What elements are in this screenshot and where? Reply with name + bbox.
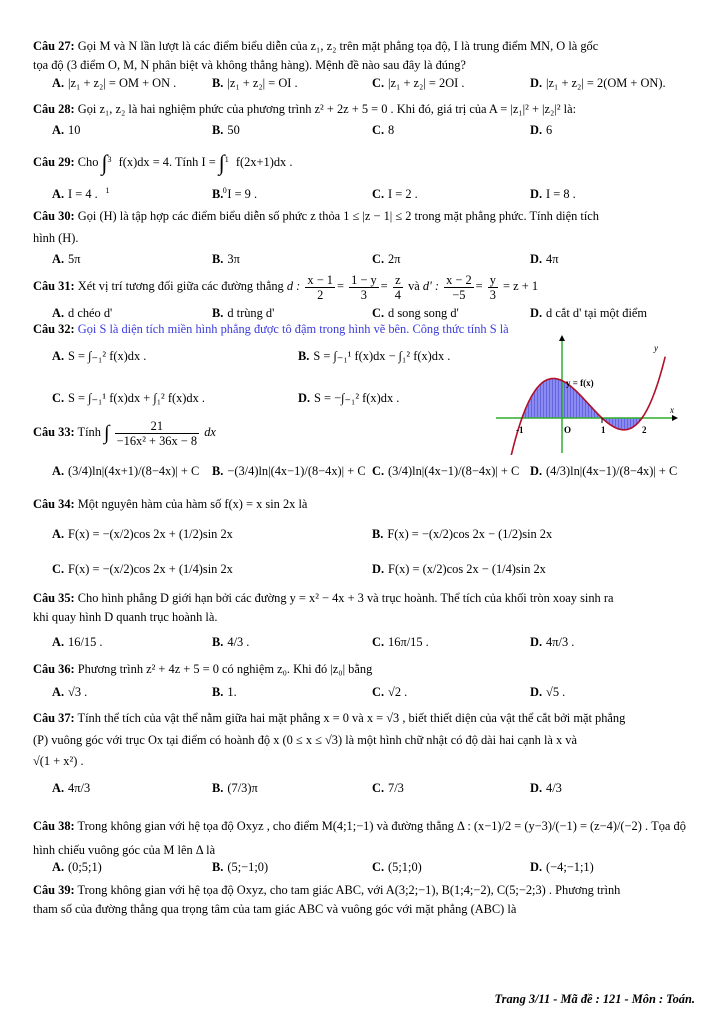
- q36-option-a[interactable]: [52, 684, 87, 700]
- q29-int1-body: f(x)dx = 4. Tính: [118, 155, 199, 169]
- q29-int2-lower: 0: [222, 186, 227, 196]
- q30-option-b[interactable]: [212, 251, 240, 267]
- q37-line3: [33, 753, 695, 769]
- q29-option-c[interactable]: [372, 186, 418, 202]
- q27-option-b[interactable]: [212, 75, 298, 91]
- q34-option-c-text: F(x) = −(x/2)cos 2x + (1/4)sin 2x: [68, 562, 233, 576]
- q28-option-a-label: A.: [52, 123, 65, 137]
- q31-fraction-4: [444, 273, 474, 302]
- q38-line2: [33, 842, 695, 858]
- origin-label: O: [564, 425, 572, 435]
- q36-option-b-text: 1.: [227, 685, 237, 699]
- q33-option-a-text: (3/4)ln|(4x+1)/(8−4x)| + C: [68, 464, 200, 478]
- q29-pre: Cho: [77, 155, 99, 169]
- q28-text: Gọi z₁, z₂ là hai nghiệm phức của phương trình z² + 2z + 5 = 0 . Khi đó, giá trị của A = |z₁|² + |z₂|² là:: [77, 102, 577, 116]
- q32-text: Gọi S là diện tích miền hình phẳng được tô đậm trong hình vẽ bên. Công thức tính S là: [77, 322, 509, 336]
- q37-option-a-label: A.: [52, 781, 65, 795]
- q39-text2: tham số của đường thẳng qua trọng tâm của tam giác ABC và vuông góc với mặt phẳng (ABC) là: [33, 902, 517, 916]
- q38-option-c-label: C.: [372, 860, 385, 874]
- q38-text2: hình chiếu vuông góc của M lên Δ là: [33, 843, 216, 857]
- q36-option-d-label: D.: [530, 685, 543, 699]
- q31-tail: = z + 1: [503, 279, 539, 293]
- q32-option-c[interactable]: [52, 390, 205, 406]
- q29-option-b-label: B.: [212, 187, 224, 201]
- q32-option-c-text: S = ∫₋₁¹ f(x)dx + ∫₁² f(x)dx .: [68, 391, 206, 405]
- q27-option-b-label: B.: [212, 76, 224, 90]
- q30-line2: [33, 230, 695, 246]
- q38-option-a[interactable]: [52, 859, 102, 875]
- q32-option-b-label: B.: [298, 349, 310, 363]
- q34-line: [33, 496, 695, 512]
- q30-option-a-label: A.: [52, 252, 65, 266]
- q37-option-c-label: C.: [372, 781, 385, 795]
- q33-line: [33, 416, 695, 449]
- page-footer: Trang 3/11 - Mã đề : 121 - Môn : Toán.: [494, 992, 695, 1006]
- q35-option-a[interactable]: [52, 634, 102, 650]
- q27-line1: [33, 38, 695, 54]
- q27-option-d[interactable]: [530, 75, 666, 91]
- q37-text3: √(1 + x²) .: [33, 754, 84, 768]
- q31-f3-num: z: [393, 273, 403, 288]
- q38-text1: Trong không gian với hệ tọa độ Oxyz , cho điểm M(4;1;−1) và đường thẳng Δ : (x−1)/2 = (y−3)/(−1) = (z−4)/(−2) . Tọa độ: [77, 819, 686, 833]
- q32-option-a[interactable]: [52, 348, 146, 364]
- q33-pre: Tính: [77, 425, 101, 439]
- q31-line: Câu 31: Xét vị trí tương đối giữa các đường thẳng d : $\frac{x - 1}{2}$ = $\frac{1 - y}{3}$ = $\frac{z}{4}$ và d' : $\frac{x - 2}{-5}$ = $\frac{y}{3}$ = z + 1: [33, 272, 539, 302]
- q32-option-c-label: C.: [52, 391, 65, 405]
- q31-label: Câu 31:: [33, 279, 75, 293]
- q33-option-b-label: B.: [212, 464, 224, 478]
- q31-g2-den: 3: [489, 287, 496, 302]
- q35-option-c-label: C.: [372, 635, 385, 649]
- q36-option-d-text: √5 .: [546, 685, 566, 699]
- q37-option-c[interactable]: [372, 780, 404, 796]
- q33-fraction: [115, 419, 199, 448]
- q29-option-b[interactable]: [212, 186, 257, 202]
- q34-option-a[interactable]: [52, 526, 233, 542]
- q27-text2: tọa độ (3 điểm O, M, N phân biệt và không thẳng hàng). Mệnh đề nào sau đây là đúng?: [33, 58, 466, 72]
- q36-line: [33, 661, 695, 677]
- q27-option-c-label: C.: [372, 76, 385, 90]
- q28-option-a-text: 10: [68, 123, 81, 137]
- q27-option-b-text: |z₁ + z₂| = OI .: [227, 76, 298, 90]
- q31-and: và: [408, 279, 420, 293]
- q32-label: Câu 32:: [33, 322, 75, 336]
- q35-option-b[interactable]: [212, 634, 249, 650]
- q33-post: dx: [204, 425, 216, 439]
- q32-option-d[interactable]: [298, 390, 399, 406]
- q35-option-b-label: B.: [212, 635, 224, 649]
- q27-option-a-text: |z₁ + z₂| = OM + ON .: [68, 76, 177, 90]
- q32-option-b-text: S = ∫₋₁¹ f(x)dx − ∫₁² f(x)dx .: [313, 349, 451, 363]
- q35-option-a-label: A.: [52, 635, 65, 649]
- q39-label: Câu 39:: [33, 883, 75, 897]
- q38-option-b-label: B.: [212, 860, 224, 874]
- q37-option-b[interactable]: [212, 780, 258, 796]
- q35-option-a-text: 16/15 .: [68, 635, 103, 649]
- q33-option-d-label: D.: [530, 464, 543, 478]
- q29-integral-1: ∫ 3 1: [102, 148, 116, 178]
- q38-option-a-text: (0;5;1): [68, 860, 102, 874]
- q32-option-d-label: D.: [298, 391, 311, 405]
- q31-fraction-3: [393, 273, 403, 302]
- q28-option-b-text: 50: [227, 123, 240, 137]
- q31-f1-den: 2: [317, 287, 324, 302]
- q37-option-b-label: B.: [212, 781, 224, 795]
- q29-option-d-label: D.: [530, 187, 543, 201]
- q27-label: Câu 27:: [33, 39, 75, 53]
- q30-option-d-label: D.: [530, 252, 543, 266]
- q28-option-b-label: B.: [212, 123, 224, 137]
- q27-option-c[interactable]: [372, 75, 464, 91]
- q31-option-a[interactable]: [52, 305, 112, 321]
- q34-option-c-label: C.: [52, 562, 65, 576]
- q37-option-b-text: (7/3)π: [227, 781, 258, 795]
- q34-option-a-text: F(x) = −(x/2)cos 2x + (1/2)sin 2x: [68, 527, 233, 541]
- x-axis-label: x: [670, 405, 674, 415]
- q39-text1: Trong không gian với hệ tọa độ Oxyz, cho tam giác ABC, với A(3;2;−1), B(1;4;−2), C(5;−2;3) . Phương trình: [77, 883, 621, 897]
- q33-option-b-text: −(3/4)ln|(4x−1)/(8−4x)| + C: [227, 464, 366, 478]
- q38-option-b[interactable]: [212, 859, 268, 875]
- q29-option-a[interactable]: [52, 186, 98, 202]
- q33-integral-sign: ∫: [104, 422, 110, 445]
- q30-option-a-text: 5π: [68, 252, 81, 266]
- q27-option-d-text: |z₁ + z₂| = 2(OM + ON).: [546, 76, 666, 90]
- q37-text1: Tính thể tích của vật thể nằm giữa hai mặt phẳng x = 0 và x = √3 , biết thiết diện của vật thể cắt bởi mặt phẳng: [77, 711, 626, 725]
- q31-option-c[interactable]: [372, 305, 459, 321]
- q30-option-b-text: 3π: [227, 252, 240, 266]
- q35-option-b-text: 4/3 .: [227, 635, 250, 649]
- q36-option-d[interactable]: [530, 684, 565, 700]
- q28-option-b[interactable]: [212, 122, 240, 138]
- q32-option-b[interactable]: [298, 348, 450, 364]
- q29-option-c-text: I = 2 .: [388, 187, 418, 201]
- q37-option-d[interactable]: [530, 780, 562, 796]
- q29-option-a-label: A.: [52, 187, 65, 201]
- q37-text2: (P) vuông góc với trục Ox tại điểm có hoành độ x (0 ≤ x ≤ √3) là một hình chữ nhật có độ dài hai cạnh là x và: [33, 733, 577, 747]
- q32-option-a-text: S = ∫₋₁² f(x)dx .: [68, 349, 147, 363]
- q39-line2: [33, 901, 695, 917]
- q30-text1: Gọi (H) là tập hợp các điểm biểu diễn số phức z thỏa 1 ≤ |z − 1| ≤ 2 trong mặt phẳng phức. Tính diện tích: [77, 209, 599, 223]
- y-axis-arrow: [559, 335, 565, 341]
- q35-option-d-text: 4π/3 .: [546, 635, 575, 649]
- q29-option-a-text: I = 4 .: [68, 187, 98, 201]
- q27-option-d-label: D.: [530, 76, 543, 90]
- q30-option-c-text: 2π: [388, 252, 401, 266]
- q29-int2-prefix: I =: [201, 155, 216, 169]
- q31-option-b-text: d trùng d': [227, 306, 275, 320]
- q31-option-c-text: d song song d': [388, 306, 459, 320]
- q33-option-c-label: C.: [372, 464, 385, 478]
- q35-label: Câu 35:: [33, 591, 75, 605]
- q27-option-a-label: A.: [52, 76, 65, 90]
- q31-fraction-5: [488, 273, 498, 302]
- q31-g1-den: −5: [452, 287, 466, 302]
- q27-text1: Gọi M và N lần lượt là các điểm biểu diễn của z₁, z₂ trên mặt phẳng tọa độ, I là trung điểm MN, O là gốc: [77, 39, 599, 53]
- q37-line1: [33, 710, 695, 726]
- q38-option-c[interactable]: [372, 859, 422, 875]
- q33-option-a-label: A.: [52, 464, 65, 478]
- q28-label: Câu 28:: [33, 102, 75, 116]
- q33-option-a[interactable]: [52, 463, 199, 479]
- curve-label: y = f(x): [566, 378, 594, 388]
- tick-label-2: 2: [642, 425, 647, 435]
- q27-option-a[interactable]: [52, 75, 176, 91]
- q31-option-a-text: d chéo d': [68, 306, 113, 320]
- q35-text1: Cho hình phẳng D giới hạn bởi các đường y = x² − 4x + 3 và trục hoành. Thể tích của khối tròn xoay sinh ra: [77, 591, 614, 605]
- q37-option-a[interactable]: [52, 780, 90, 796]
- q29-int1-upper: 3: [107, 155, 112, 165]
- q35-line2: [33, 609, 695, 625]
- q34-option-b-label: B.: [372, 527, 384, 541]
- q31-option-a-label: A.: [52, 306, 65, 320]
- q29-integral-2: ∫ 1 0: [219, 148, 233, 178]
- y-axis-label: y: [654, 343, 658, 353]
- q31-fraction-1: [305, 273, 335, 302]
- q35-option-d-label: D.: [530, 635, 543, 649]
- q33-option-c[interactable]: [372, 463, 519, 479]
- q37-option-a-text: 4π/3: [68, 781, 91, 795]
- q31-option-d-label: D.: [530, 306, 543, 320]
- q31-option-b[interactable]: [212, 305, 274, 321]
- q27-line2: [33, 57, 695, 73]
- q28-option-d-text: 6: [546, 123, 553, 137]
- q30-option-c[interactable]: [372, 251, 401, 267]
- q30-option-d[interactable]: [530, 251, 559, 267]
- q28-option-d[interactable]: [530, 122, 552, 138]
- q38-option-d-label: D.: [530, 860, 543, 874]
- q31-f2-num: 1 − y: [351, 272, 377, 287]
- q38-line1: [33, 818, 695, 834]
- q33-option-c-text: (3/4)ln|(4x−1)/(8−4x)| + C: [388, 464, 520, 478]
- q34-option-d-text: F(x) = (x/2)cos 2x − (1/4)sin 2x: [388, 562, 546, 576]
- q34-option-d-label: D.: [372, 562, 385, 576]
- q29-label: Câu 29:: [33, 155, 75, 169]
- q39-line1: [33, 882, 695, 898]
- tick-label-neg1: -1: [516, 425, 524, 435]
- q29-option-b-text: I = 9 .: [227, 187, 258, 201]
- q34-option-a-label: A.: [52, 527, 65, 541]
- q34-option-c[interactable]: [52, 561, 233, 577]
- q29-int2-body: f(2x+1)dx .: [235, 155, 293, 169]
- q34-option-b-text: F(x) = −(x/2)cos 2x − (1/2)sin 2x: [387, 527, 553, 541]
- q28-option-c-text: 8: [388, 123, 395, 137]
- q38-option-a-label: A.: [52, 860, 65, 874]
- q34-text: Một nguyên hàm của hàm số f(x) = x sin 2x là: [77, 497, 308, 511]
- q27-option-c-text: |z₁ + z₂| = 2OI .: [388, 76, 465, 90]
- q31-option-d-text: d cắt d' tại một điểm: [546, 306, 648, 320]
- q31-f1-num: x − 1: [307, 272, 333, 287]
- q31-text: Xét vị trí tương đối giữa các đường thẳng: [77, 279, 284, 293]
- q33-option-d[interactable]: [530, 463, 677, 479]
- q37-option-d-label: D.: [530, 781, 543, 795]
- q36-option-a-label: A.: [52, 685, 65, 699]
- q36-label: Câu 36:: [33, 662, 75, 676]
- q30-option-b-label: B.: [212, 252, 224, 266]
- q37-option-c-text: 7/3: [388, 781, 404, 795]
- q31-f2-den: 3: [360, 287, 367, 302]
- q28-line: [33, 101, 695, 117]
- q36-option-c-label: C.: [372, 685, 385, 699]
- q31-g1-num: x − 2: [446, 272, 472, 287]
- q31-fraction-2: [349, 273, 379, 302]
- q36-option-a-text: √3 .: [68, 685, 88, 699]
- q31-f3-den: 4: [394, 287, 401, 302]
- q32-option-a-label: A.: [52, 349, 65, 363]
- q35-option-c[interactable]: [372, 634, 429, 650]
- q35-line1: [33, 590, 695, 606]
- q28-option-c[interactable]: [372, 122, 394, 138]
- q31-option-d[interactable]: [530, 305, 647, 321]
- q35-option-d[interactable]: [530, 634, 574, 650]
- q34-option-d[interactable]: [372, 561, 546, 577]
- q38-option-d[interactable]: [530, 859, 594, 875]
- q36-option-b[interactable]: [212, 684, 237, 700]
- q36-option-b-label: B.: [212, 685, 224, 699]
- q30-text2: hình (H).: [33, 231, 79, 245]
- q33-den: −16x² + 36x − 8: [116, 433, 198, 448]
- q38-option-b-text: (5;−1;0): [227, 860, 269, 874]
- q31-g2-num: y: [489, 272, 496, 287]
- q38-option-d-text: (−4;−1;1): [546, 860, 594, 874]
- q35-text2: khi quay hình D quanh trục hoành là.: [33, 610, 218, 624]
- q29-int2-upper: 1: [224, 155, 229, 165]
- q33-option-b[interactable]: [212, 463, 366, 479]
- q37-option-d-text: 4/3: [546, 781, 562, 795]
- q29-option-c-label: C.: [372, 187, 385, 201]
- q34-option-b[interactable]: [372, 526, 552, 542]
- q32-option-d-text: S = −∫₋₁² f(x)dx .: [314, 391, 400, 405]
- q36-text: Phương trình z² + 4z + 5 = 0 có nghiệm z₀. Khi đó |z₀| bằng: [77, 662, 373, 676]
- q30-option-d-text: 4π: [546, 252, 559, 266]
- q37-label: Câu 37:: [33, 711, 75, 725]
- q36-option-c[interactable]: [372, 684, 407, 700]
- q33-option-d-text: (4/3)ln|(4x−1)/(8−4x)| + C: [546, 464, 678, 478]
- q30-option-a[interactable]: [52, 251, 81, 267]
- q30-line1: [33, 208, 695, 224]
- q33-num: 21: [115, 419, 199, 434]
- q28-option-c-label: C.: [372, 123, 385, 137]
- q28-option-a[interactable]: [52, 122, 80, 138]
- tick-label-1: 1: [601, 425, 606, 435]
- q31-option-b-label: B.: [212, 306, 224, 320]
- q31-option-c-label: C.: [372, 306, 385, 320]
- q29-option-d-text: I = 8 .: [546, 187, 576, 201]
- q30-label: Câu 30:: [33, 209, 75, 223]
- q38-option-c-text: (5;1;0): [388, 860, 422, 874]
- q28-option-d-label: D.: [530, 123, 543, 137]
- q30-option-c-label: C.: [372, 252, 385, 266]
- q38-label: Câu 38:: [33, 819, 75, 833]
- q34-label: Câu 34:: [33, 497, 75, 511]
- q31-d-prefix: d :: [286, 279, 301, 293]
- q29-int1-lower: 1: [105, 186, 110, 196]
- q36-option-c-text: √2 .: [388, 685, 408, 699]
- q35-option-c-text: 16π/15 .: [388, 635, 429, 649]
- q31-d2-prefix: d' :: [422, 279, 439, 293]
- q33-label: Câu 33:: [33, 425, 75, 439]
- q29-option-d[interactable]: [530, 186, 576, 202]
- q37-line2: [33, 732, 695, 748]
